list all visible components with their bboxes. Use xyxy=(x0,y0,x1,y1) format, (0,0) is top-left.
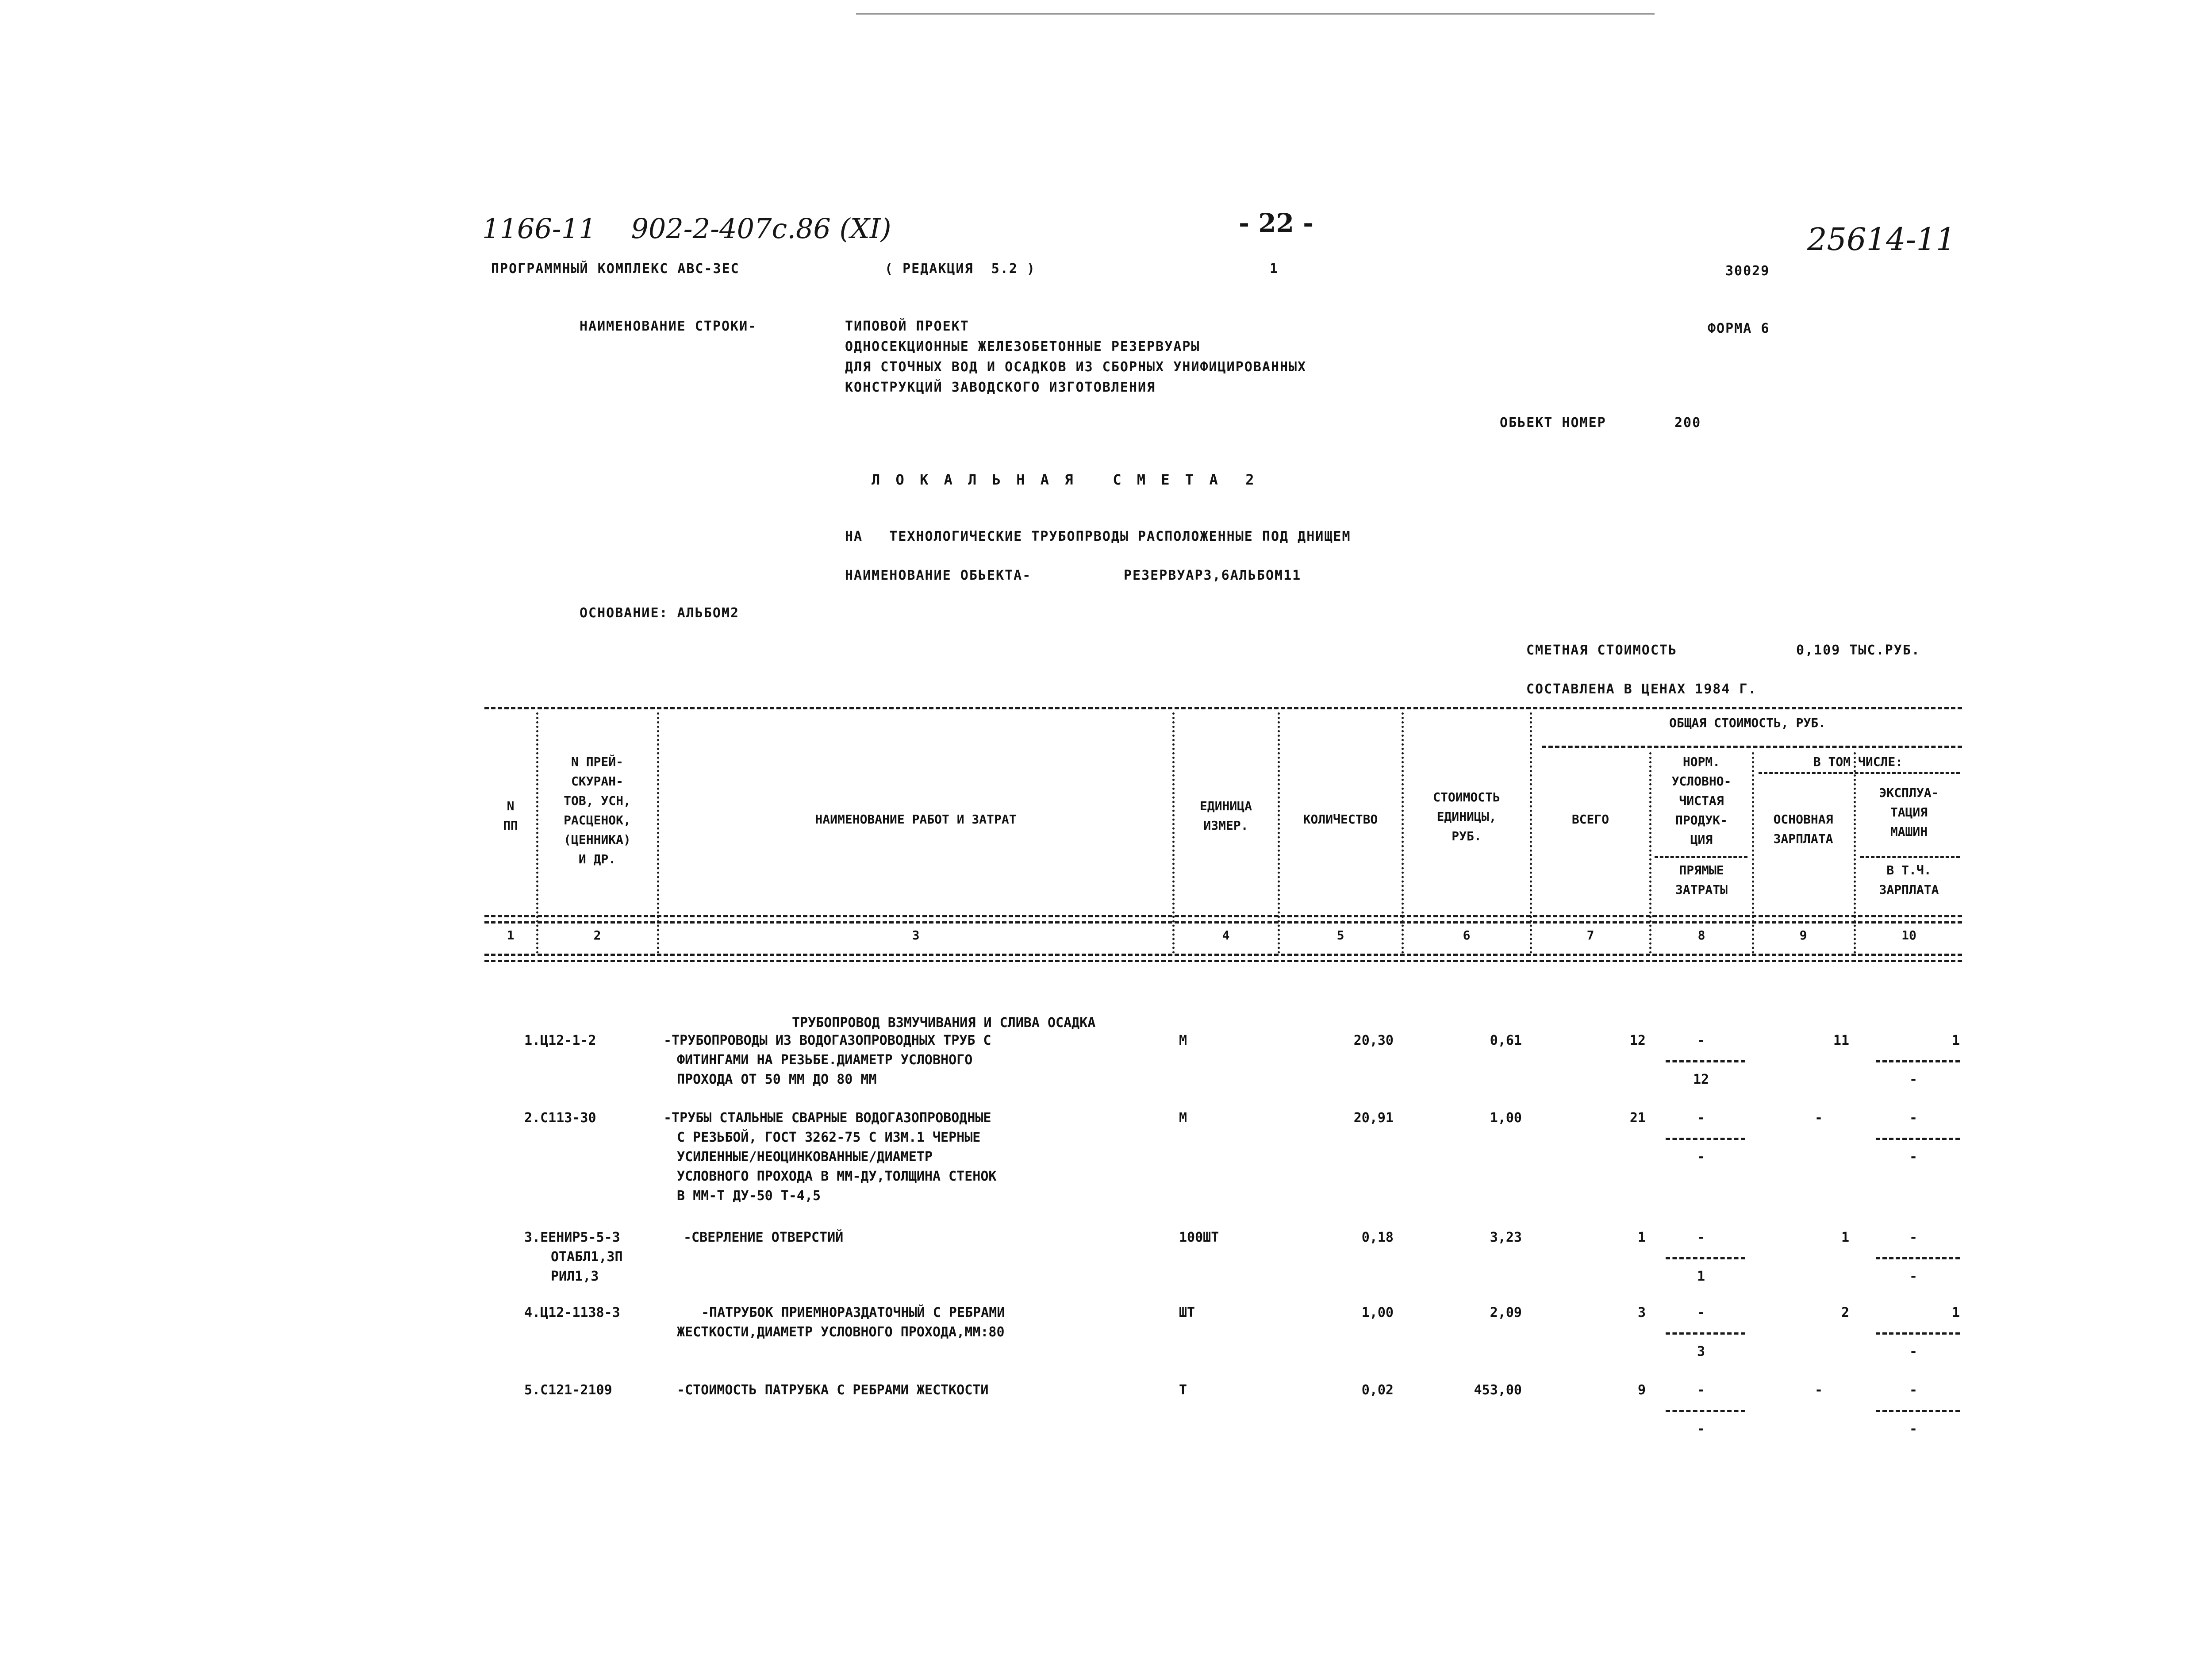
row-col8-rule xyxy=(1666,1410,1745,1412)
row-col8-top: - xyxy=(1697,1033,1705,1048)
estimate-title: Л О К А Л Ь Н А Я С М Е Т А 2 xyxy=(872,471,1258,488)
row-unit: М xyxy=(1179,1110,1187,1126)
col10-split-rule xyxy=(1860,856,1960,858)
numbers-bottom-rule xyxy=(484,954,1962,956)
row-total: 21 xyxy=(1629,1110,1646,1126)
row-code: 3.ЕЕНИР5-5-3 xyxy=(524,1230,620,1245)
col-number-9: 9 xyxy=(1799,928,1807,943)
row-code-extra: РИЛ1,3 xyxy=(551,1269,599,1284)
row-unit: ШТ xyxy=(1179,1305,1195,1320)
row-name-line: -СВЕРЛЕНИЕ ОТВЕРСТИЙ xyxy=(684,1230,844,1245)
row-code: 4.Ц12-1138-3 xyxy=(524,1305,620,1320)
sheet-mark: 1 xyxy=(1270,261,1279,277)
row-quantity: 0,02 xyxy=(1361,1382,1394,1398)
col-sep-5 xyxy=(1402,712,1404,954)
header-col-3: НАИМЕНОВАНИЕ РАБОТ И ЗАТРАТ xyxy=(815,812,1017,827)
col-number-6: 6 xyxy=(1463,928,1471,943)
header-col-2: N ПРЕЙ- СКУРАН- ТОВ, УСН, РАСЦЕНОК, (ЦЕННИКА) И ДР. xyxy=(564,754,631,866)
estimated-cost-label: СМЕТНАЯ СТОИМОСТЬ xyxy=(1526,643,1678,658)
row-col10-bottom: - xyxy=(1909,1269,1918,1284)
row-name-line: С РЕЗЬБОЙ, ГОСТ 3262-75 С ИЗМ.1 ЧЕРНЫЕ xyxy=(677,1130,981,1145)
header-col-8-bottom: ПРЯМЫЕ ЗАТРАТЫ xyxy=(1675,863,1728,897)
header-col-8-top: НОРМ. УСЛОВНО- ЧИСТАЯ ПРОДУК- ЦИЯ xyxy=(1671,754,1732,847)
row-quantity: 1,00 xyxy=(1361,1305,1394,1320)
form-number: ФОРМА 6 xyxy=(1708,321,1770,336)
row-name-line: -ТРУБОПРОВОДЫ ИЗ ВОДОГАЗОПРОВОДНЫХ ТРУБ С xyxy=(664,1033,991,1048)
col-sep-1 xyxy=(536,712,538,954)
row-col10-top: 1 xyxy=(1951,1033,1960,1048)
col-number-2: 2 xyxy=(593,928,601,943)
section-title: ТРУБОПРОВОД ВЗМУЧИВАНИЯ И СЛИВА ОСАДКА xyxy=(792,1015,1096,1031)
row-col8-bottom: - xyxy=(1697,1421,1705,1437)
row-name-line: УСЛОВНОГО ПРОХОДА В ММ-ДУ,ТОЛЩИНА СТЕНОК xyxy=(677,1169,997,1184)
object-name-label: НАИМЕНОВАНИЕ ОБЬЕКТА- xyxy=(845,568,1032,583)
col-number-7: 7 xyxy=(1586,928,1594,943)
header-bottom-rule-2 xyxy=(484,921,1962,924)
row-col8-bottom: - xyxy=(1697,1149,1705,1165)
project-line-4: КОНСТРУКЦИЙ ЗАВОДСКОГО ИЗГОТОВЛЕНИЯ xyxy=(845,380,1156,395)
row-unit-price: 0,61 xyxy=(1490,1033,1522,1048)
numbers-bottom-rule-2 xyxy=(484,960,1962,962)
object-number: 200 xyxy=(1674,415,1701,431)
incl-rule xyxy=(1759,772,1960,774)
project-line-2: ОДНОСЕКЦИОННЫЕ ЖЕЛЕЗОБЕТОННЫЕ РЕЗЕРВУАРЫ xyxy=(845,339,1200,354)
group-rule xyxy=(1542,746,1962,748)
col-sep-9 xyxy=(1854,752,1856,954)
row-col10-bottom: - xyxy=(1909,1344,1918,1359)
row-col8-rule xyxy=(1666,1138,1745,1140)
row-code: 2.С113-30 xyxy=(524,1110,596,1126)
header-col-6: СТОИМОСТЬ ЕДИНИЦЫ, РУБ. xyxy=(1433,790,1500,843)
row-name-line: -ПАТРУБОК ПРИЕМНОРАЗДАТОЧНЫЙ С РЕБРАМИ xyxy=(701,1305,1005,1320)
row-col10-rule xyxy=(1876,1257,1960,1259)
row-col10-bottom: - xyxy=(1909,1072,1918,1087)
col8-split-rule xyxy=(1655,856,1747,858)
row-col8-bottom: 12 xyxy=(1693,1072,1709,1087)
col-sep-8 xyxy=(1752,752,1754,954)
row-col8-rule xyxy=(1666,1257,1745,1259)
row-name-line: -СТОИМОСТЬ ПАТРУБКА С РЕБРАМИ ЖЕСТКОСТИ xyxy=(677,1382,989,1398)
col-number-10: 10 xyxy=(1901,928,1916,943)
table-top-rule xyxy=(484,707,1962,709)
row-code: 5.С121-2109 xyxy=(524,1382,612,1398)
program-edition: ( РЕДАКЦИЯ 5.2 ) xyxy=(885,261,1036,277)
object-name: РЕЗЕРВУАР3,6АЛЬБОМ11 xyxy=(1124,568,1302,583)
header-col-9: ОСНОВНАЯ ЗАРПЛАТА xyxy=(1773,812,1833,846)
row-name-line: ПРОХОДА ОТ 50 ММ ДО 80 ММ xyxy=(677,1072,877,1087)
row-code: 1.Ц12-1-2 xyxy=(524,1033,596,1048)
row-total: 12 xyxy=(1629,1033,1646,1048)
col-number-8: 8 xyxy=(1697,928,1705,943)
col-sep-2 xyxy=(657,712,659,954)
line-name-label: НАИМЕНОВАНИЕ СТРОКИ- xyxy=(580,319,757,334)
row-col8-top: - xyxy=(1697,1305,1705,1320)
header-col-1: N ПП xyxy=(503,799,518,833)
handwritten-archive-number: 25614-11 xyxy=(1807,221,1956,258)
col-sep-3 xyxy=(1172,712,1175,954)
row-quantity: 20,30 xyxy=(1353,1033,1394,1048)
estimate-subject: НА ТЕХНОЛОГИЧЕСКИЕ ТРУБОПРВОДЫ РАСПОЛОЖЕННЫЕ ПОД ДНИЩЕМ xyxy=(845,529,1351,544)
col-number-5: 5 xyxy=(1336,928,1344,943)
row-name-line: УСИЛЕННЫЕ/НЕОЦИНКОВАННЫЕ/ДИАМЕТР xyxy=(677,1149,933,1165)
row-name-line: -ТРУБЫ СТАЛЬНЫЕ СВАРНЫЕ ВОДОГАЗОПРОВОДНЫЕ xyxy=(664,1110,991,1126)
row-quantity: 20,91 xyxy=(1353,1110,1394,1126)
row-col9: - xyxy=(1814,1110,1823,1126)
row-col10-rule xyxy=(1876,1332,1960,1335)
row-col8-top: - xyxy=(1697,1382,1705,1398)
row-col8-bottom: 3 xyxy=(1697,1344,1705,1359)
row-unit-price: 453,00 xyxy=(1474,1382,1522,1398)
row-total: 1 xyxy=(1637,1230,1646,1245)
row-unit: Т xyxy=(1179,1382,1187,1398)
project-line-3: ДЛЯ СТОЧНЫХ ВОД И ОСАДКОВ ИЗ СБОРНЫХ УНИФИЦИРОВАННЫХ xyxy=(845,359,1307,375)
object-number-label: ОБЬЕКТ НОМЕР xyxy=(1500,415,1606,431)
row-col8-bottom: 1 xyxy=(1697,1269,1705,1284)
basis: ОСНОВАНИЕ: АЛЬБОМ2 xyxy=(580,605,740,621)
row-col8-rule xyxy=(1666,1060,1745,1062)
header-col-5: КОЛИЧЕСТВО xyxy=(1303,812,1378,827)
row-col9: - xyxy=(1814,1382,1823,1398)
col-number-3: 3 xyxy=(912,928,920,943)
row-quantity: 0,18 xyxy=(1361,1230,1394,1245)
row-total: 9 xyxy=(1637,1382,1646,1398)
handwritten-page-number: - 22 - xyxy=(1239,208,1314,238)
header-bottom-rule xyxy=(484,915,1962,917)
row-unit-price: 1,00 xyxy=(1490,1110,1522,1126)
row-total: 3 xyxy=(1637,1305,1646,1320)
row-col9: 1 xyxy=(1841,1230,1849,1245)
row-col9: 2 xyxy=(1841,1305,1849,1320)
row-col10-top: - xyxy=(1909,1110,1918,1126)
row-code-extra: ОТАБЛ1,3П xyxy=(551,1249,623,1265)
row-col8-rule xyxy=(1666,1332,1745,1335)
header-col-10-top: ЭКСПЛУА- ТАЦИЯ МАШИН xyxy=(1879,785,1939,839)
row-col8-top: - xyxy=(1697,1230,1705,1245)
col-number-4: 4 xyxy=(1222,928,1230,943)
price-basis: СОСТАВЛЕНА В ЦЕНАХ 1984 Г. xyxy=(1526,681,1757,697)
row-name-line: В ММ-Т ДУ-50 Т-4,5 xyxy=(677,1188,821,1204)
header-total-group: ОБЩАЯ СТОИМОСТЬ, РУБ. xyxy=(1669,716,1826,730)
row-col10-rule xyxy=(1876,1138,1960,1140)
row-col10-rule xyxy=(1876,1060,1960,1062)
row-col8-top: - xyxy=(1697,1110,1705,1126)
row-col10-bottom: - xyxy=(1909,1149,1918,1165)
row-col9: 11 xyxy=(1833,1033,1849,1048)
program-name: ПРОГРАММНЫЙ КОМПЛЕКС АВС-ЗЕС xyxy=(491,261,740,277)
col-number-1: 1 xyxy=(507,928,515,943)
estimated-cost-value: 0,109 ТЫС.РУБ. xyxy=(1796,643,1920,658)
row-col10-top: - xyxy=(1909,1230,1918,1245)
row-col10-top: 1 xyxy=(1951,1305,1960,1320)
col-sep-7 xyxy=(1649,752,1651,954)
project-line-1: ТИПОВОЙ ПРОЕКТ xyxy=(845,319,969,334)
row-name-line: ЖЕСТКОСТИ,ДИАМЕТР УСЛОВНОГО ПРОХОДА,ММ:80 xyxy=(677,1324,1005,1340)
row-unit-price: 2,09 xyxy=(1490,1305,1522,1320)
header-col-7: ВСЕГО xyxy=(1571,812,1609,827)
document-code: 30029 xyxy=(1725,263,1770,279)
row-unit: 100ШТ xyxy=(1179,1230,1219,1245)
row-name-line: ФИТИНГАМИ НА РЕЗЬБЕ.ДИАМЕТР УСЛОВНОГО xyxy=(677,1052,973,1068)
col-sep-4 xyxy=(1278,712,1280,954)
handwritten-doc-code: 1166-11 902-2-407с.86 (XI) xyxy=(482,212,891,245)
header-col-4: ЕДИНИЦА ИЗМЕР. xyxy=(1199,799,1252,833)
header-col-10-bottom: В Т.Ч. ЗАРПЛАТА xyxy=(1879,863,1939,897)
row-col10-top: - xyxy=(1909,1382,1918,1398)
row-col10-rule xyxy=(1876,1410,1960,1412)
col-sep-6 xyxy=(1530,712,1532,954)
header-incl: В ТОМ ЧИСЛЕ: xyxy=(1813,754,1903,769)
row-unit: М xyxy=(1179,1033,1187,1048)
row-unit-price: 3,23 xyxy=(1490,1230,1522,1245)
scan-top-line xyxy=(856,13,1655,15)
row-col10-bottom: - xyxy=(1909,1421,1918,1437)
